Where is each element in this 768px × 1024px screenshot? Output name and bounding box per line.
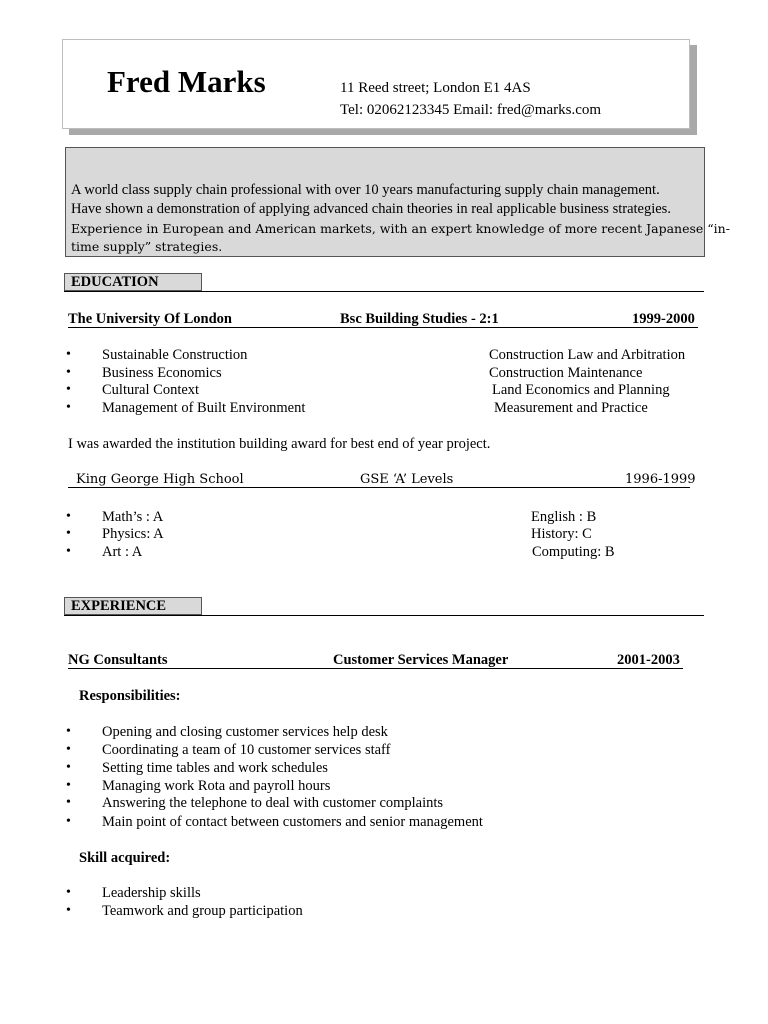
- bullet: •: [66, 760, 71, 775]
- university-row-rule: [68, 327, 698, 328]
- school-years: 1996-1999: [625, 472, 696, 487]
- job-row-rule: [68, 668, 683, 669]
- bullet: •: [66, 778, 71, 793]
- bullet: •: [66, 365, 71, 380]
- skill-item: Leadership skills: [102, 885, 201, 901]
- responsibility-item: Setting time tables and work schedules: [102, 760, 328, 776]
- bullet: •: [66, 509, 71, 524]
- summary-line: Have shown a demonstration of applying advanced chain theories in real applicable business strategies.: [71, 201, 671, 217]
- responsibility-item: Answering the telephone to deal with customer complaints: [102, 795, 444, 811]
- experience-heading: EXPERIENCE: [64, 597, 202, 615]
- bullet: •: [66, 795, 71, 810]
- module-item: Sustainable Construction: [102, 347, 248, 363]
- experience-rule: [64, 615, 704, 616]
- grade-item: English : B: [531, 509, 597, 525]
- bullet: •: [66, 347, 71, 362]
- school-name: King George High School: [76, 472, 244, 487]
- company-name: NG Consultants: [68, 652, 168, 668]
- job-title: Customer Services Manager: [333, 652, 509, 668]
- grade-item: Math’s : A: [102, 509, 164, 525]
- skill-item: Teamwork and group participation: [102, 903, 303, 919]
- module-item: Land Economics and Planning: [492, 382, 670, 398]
- university-course: Bsc Building Studies - 2:1: [340, 311, 499, 327]
- skills-label: Skill acquired:: [79, 850, 171, 866]
- candidate-name: Fred Marks: [107, 64, 266, 99]
- grade-item: Computing: B: [532, 544, 615, 560]
- bullet: •: [66, 885, 71, 900]
- module-item: Measurement and Practice: [494, 400, 648, 416]
- bullet: •: [66, 742, 71, 757]
- address: 11 Reed street; London E1 4AS: [340, 80, 531, 96]
- school-course: GSE ‘A’ Levels: [360, 472, 454, 487]
- module-item: Construction Maintenance: [489, 365, 643, 381]
- responsibility-item: Main point of contact between customers and senior management: [102, 814, 483, 830]
- education-heading: EDUCATION: [64, 273, 202, 291]
- module-item: Construction Law and Arbitration: [489, 347, 686, 363]
- summary-line: A world class supply chain professional with over 10 years manufacturing supply chain management.: [71, 182, 660, 198]
- job-years: 2001-2003: [617, 652, 680, 668]
- bullet: •: [66, 526, 71, 541]
- bullet: •: [66, 400, 71, 415]
- grade-item: History: C: [531, 526, 592, 542]
- responsibility-item: Coordinating a team of 10 customer services staff: [102, 742, 391, 758]
- university-years: 1999-2000: [632, 311, 695, 327]
- module-item: Management of Built Environment: [102, 400, 306, 416]
- award-text: I was awarded the institution building award for best end of year project.: [68, 436, 491, 452]
- summary-line: time supply” strategies.: [71, 239, 223, 254]
- contact-details: Tel: 02062123345 Email: fred@marks.com: [340, 102, 602, 118]
- responsibility-item: Managing work Rota and payroll hours: [102, 778, 331, 794]
- grade-item: Art : A: [102, 544, 143, 560]
- school-row-rule: [68, 487, 690, 488]
- responsibilities-label: Responsibilities:: [79, 688, 181, 704]
- bullet: •: [66, 382, 71, 397]
- bullet: •: [66, 903, 71, 918]
- bullet: •: [66, 724, 71, 739]
- module-item: Business Economics: [102, 365, 222, 381]
- grade-item: Physics: A: [102, 526, 164, 542]
- summary-line: Experience in European and American markets, with an expert knowledge of more recent Japanese “in-: [71, 221, 730, 236]
- responsibility-item: Opening and closing customer services help desk: [102, 724, 388, 740]
- module-item: Cultural Context: [102, 382, 200, 398]
- bullet: •: [66, 544, 71, 559]
- education-rule: [64, 291, 704, 292]
- university-name: The University Of London: [68, 311, 232, 327]
- bullet: •: [66, 814, 71, 829]
